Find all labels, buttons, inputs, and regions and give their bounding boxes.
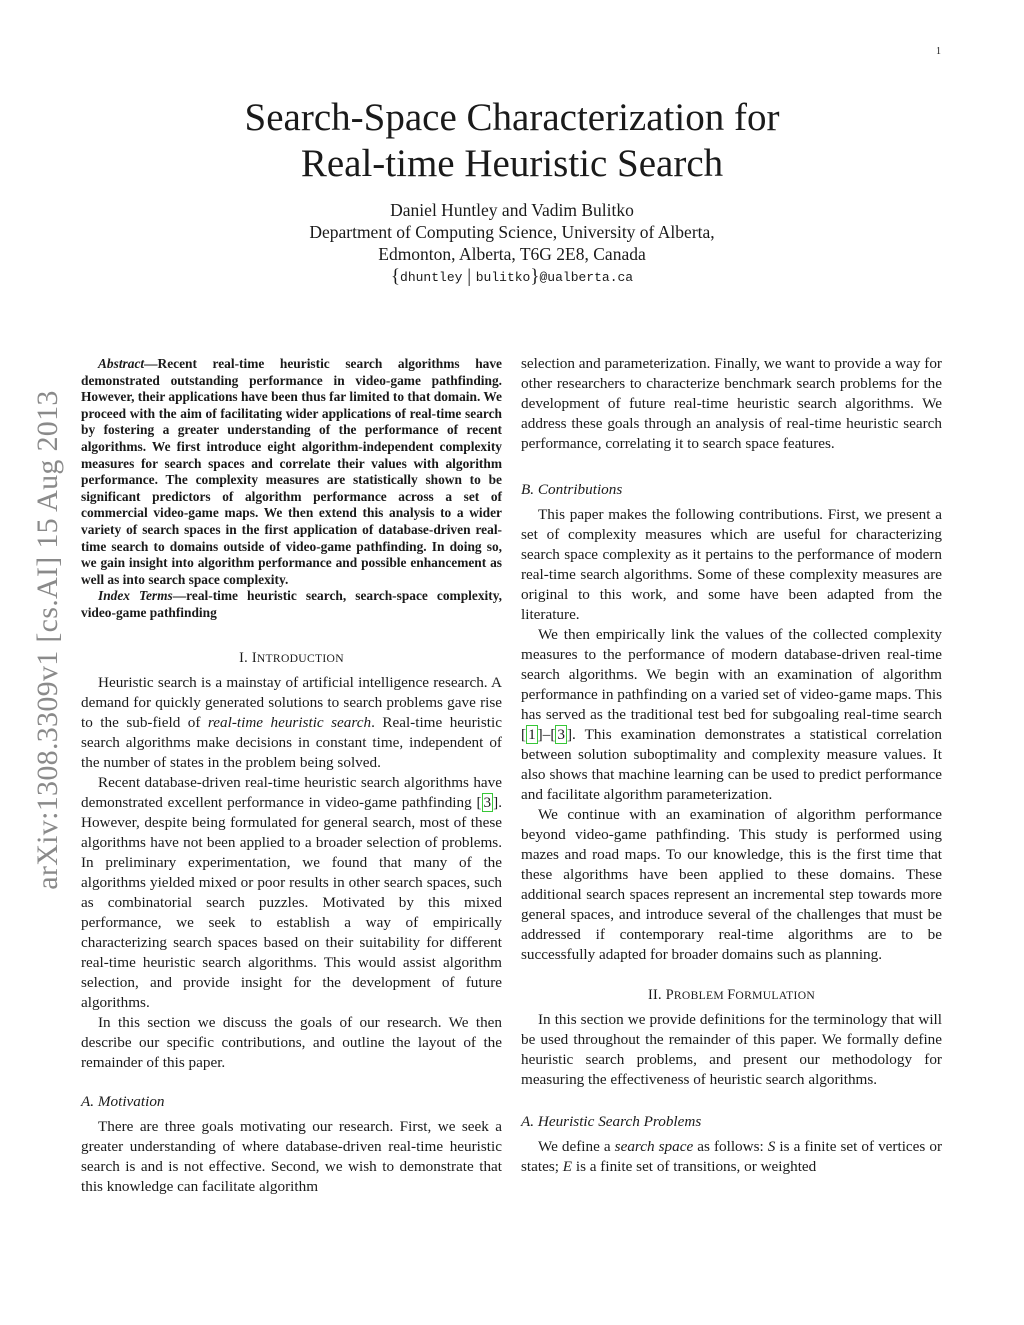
section-number: II.: [647, 987, 666, 1003]
email-close-brace: }: [530, 266, 540, 287]
author-block: [150, 199, 874, 265]
citation-range-dash: –: [542, 726, 551, 743]
author-email[interactable]: [150, 266, 874, 288]
abstract-label: Abstract: [98, 356, 145, 371]
section-heading-rest: NTRODUCTION: [256, 651, 344, 665]
heuristic-search-paragraph-1: [521, 1137, 942, 1177]
email-separator: |: [462, 266, 476, 287]
subsection-heading-contributions: B. Contributions: [521, 481, 623, 498]
section-heading-introduction: [81, 648, 502, 669]
left-column: [81, 356, 502, 1197]
intro-p2-text-2: . However, despite being formulated for general search, most of these algorithms have not been applied to a broader selection of problems. In preliminary experimentation, we found that many of the algorithms yielded mixed or poor results in other search spaces, such as combinatorial search puzzles. Motivated by this mixed performance, we seek to establish a way of empirically characterizing search spaces based on their suitability for different real-time heuristic search algorithms. This would assist algorithm selection, and provide insight for the development of future algorithms.: [81, 793, 502, 1011]
arxiv-stamp: arXiv:1308.3309v1 [cs.AI] 15 Aug 2013: [31, 390, 64, 890]
hs-text: We define a: [538, 1138, 615, 1155]
intro-p2-text: Recent database-driven real-time heuristic search algorithms have demonstrated excellent performance in video-game pathfinding: [81, 773, 502, 811]
citation-link[interactable]: 1: [528, 726, 536, 743]
intro-p1-text: Heuristic search is a mainstay of artificial intelligence research. A demand for quickly generated solutions to search problems gave rise to the sub-field of: [81, 673, 502, 731]
subsection-heading-heuristic-search-problems: A. Heuristic Search Problems: [521, 1113, 702, 1130]
subsection-heading-motivation: A. Motivation: [81, 1092, 165, 1110]
email-user-1: dhuntley: [400, 270, 463, 285]
intro-paragraph-2: Recent database-driven real-time heuristic search algorithms have demonstrated excellent performance in video-game pathfinding [ 3 ]. However, despite being formulated for general search, most of these algorithms have not been applied to a broader selection of problems. In preliminary experimentation, we found that many of the algorithms yielded mixed or poor results in other search spaces, such as combinatorial search puzzles. Motivated by this mixed performance, we seek to establish a way of empirically characterizing search spaces based on their suitability for different real-time heuristic search algorithms. This would assist algorithm selection, and provide insight for the development of future algorithms.: [81, 773, 502, 1011]
contributions-p2-text: We then empirically link the values of the collected complexity measures to the performance of modern database-driven real-time search algorithms. We begin with an examination of algorithm performance in pathfinding on a varied set of video-game maps. This has served as the traditional test bed for subgoaling real-time search: [521, 626, 942, 723]
email-open-brace: {: [390, 266, 401, 287]
intro-p1-text-2: . Real-time heuristic search algorithms make decisions in constant time, independent of the number of states in the problem being solved.: [81, 713, 502, 771]
title-line-2: Real-time Heuristic Search: [300, 142, 724, 185]
section-heading-rest: ORMULATION: [735, 989, 816, 1002]
citation-link[interactable]: 3: [483, 793, 492, 811]
email-domain: @ualberta.ca: [539, 270, 634, 285]
hs-text-2: as follows:: [693, 1138, 768, 1155]
hs-text-3: is a finite set of vertices or states;: [521, 1138, 942, 1175]
affiliation-line-2: Edmonton, Alberta, T6G 2E8, Canada: [378, 244, 646, 264]
contributions-p2-text-2: . This examination demonstrates a statistical correlation between solution suboptimality and complexity measure values. It also shows that machine learning can be used to predict performance and facilitate algorithm parameterization.: [521, 726, 942, 803]
section-heading-initial: P: [665, 987, 674, 1003]
section-number: I.: [239, 649, 252, 666]
math-symbol-E: E: [562, 1158, 573, 1175]
index-terms-text: —real-time heuristic search, search-space complexity, video-game pathfinding: [81, 588, 502, 620]
index-terms: [81, 588, 502, 621]
problem-formulation-paragraph-1: In this section we provide definitions for the terminology that will be used throughout the remainder of this paper. We formally define heuristic search problems, and present our methodology for measuring the effectiveness of heuristic search algorithms.: [521, 1011, 942, 1088]
section-heading-problem-formulation: [521, 985, 942, 1006]
contributions-paragraph-2: We then empirically link the values of the collected complexity measures to the performance of modern database-driven real-time search algorithms. We begin with an examination of algorithm performance in pathfinding on a varied set of video-game maps. This has served as the traditional test bed for subgoaling real-time search [ 1 ]–[ 3 ]. This examination demonstrates a statistical correlation between solution suboptimality and complexity measure values. It also shows that machine learning can be used to predict performance and facilitate algorithm parameterization.: [521, 626, 942, 803]
affiliation-line-1: Department of Computing Science, University of Alberta,: [309, 222, 715, 242]
hs-emphasis: search space: [614, 1138, 694, 1155]
contributions-paragraph-3: We continue with an examination of algorithm performance beyond video-game pathfinding. This study is performed using mazes and road maps. To our knowledge, this is the first time that these algorithms have been applied to these domains. These additional search spaces represent an incremental step towards more general spaces, and introduce several of the challenges that must be addressed if contemporary real-time algorithms are to be successfully adapted for broader domains such as planning.: [521, 806, 942, 963]
citation-link[interactable]: 3: [557, 726, 565, 743]
section-heading-rest: ROBLEM: [673, 989, 728, 1002]
hs-text-4: is a finite set of transitions, or weighted: [572, 1158, 817, 1175]
index-terms-label: Index Terms: [98, 588, 173, 604]
title-line-1: Search-Space Characterization for: [244, 96, 780, 139]
intro-paragraph-1: [81, 673, 502, 773]
abstract: [81, 356, 502, 588]
contributions-paragraph-1: This paper makes the following contributions. First, we present a set of complexity measures which are useful for characterizing search space complexity as it pertains to the performance of modern real-time search algorithms. Some of these complexity measures are original to this work, and some have been adapted from the literature.: [521, 506, 942, 623]
paper-title: [150, 95, 874, 187]
right-column: [521, 354, 942, 1177]
intro-p1-emphasis: real-time heuristic search: [207, 713, 372, 731]
author-names: Daniel Huntley and Vadim Bulitko: [390, 200, 634, 220]
section-heading-initial: I: [251, 649, 257, 666]
email-user-2: bulitko: [475, 270, 531, 285]
intro-paragraph-3: In this section we discuss the goals of our research. We then describe our specific contributions, and outline the layout of the remainder of this paper.: [81, 1013, 502, 1071]
section-heading-initial: F: [727, 987, 736, 1003]
page-number: 1: [936, 46, 941, 57]
motivation-paragraph-1: There are three goals motivating our research. First, we seek a greater understanding of where database-driven real-time heuristic search is and is not effective. Second, we wish to demonstrate that this knowledge can facilitate algorithm: [81, 1117, 502, 1195]
abstract-text: —Recent real-time heuristic search algorithms have demonstrated outstanding performance in video-game pathfinding. However, their applications have been thus far limited to that domain. We proceed with the aim of facilitating wider applications of real-time search by fostering a greater understanding of the performance of recent algorithms. We first introduce eight algorithm-independent complexity measures for search spaces and correlate their values with algorithm performance. The complexity measures are statistically shown to be significant predictors of algorithm performance across a set of commercial video-game maps. We then extend this analysis to a wider variety of search spaces in the first application of database-driven real-time search to domains outside of video-game pathfinding. In doing so, we gain insight into algorithm performance and possible enhancement as well as into search space complexity.: [81, 356, 502, 587]
motivation-paragraph-1-continued: selection and parameterization. Finally, we want to provide a way for other researchers to characterize benchmark search problems for the development of future real-time heuristic search algorithms. We address these goals through an analysis of real-time heuristic search performance, correlating it to search space features.: [521, 355, 942, 452]
math-symbol-S: S: [767, 1138, 776, 1155]
